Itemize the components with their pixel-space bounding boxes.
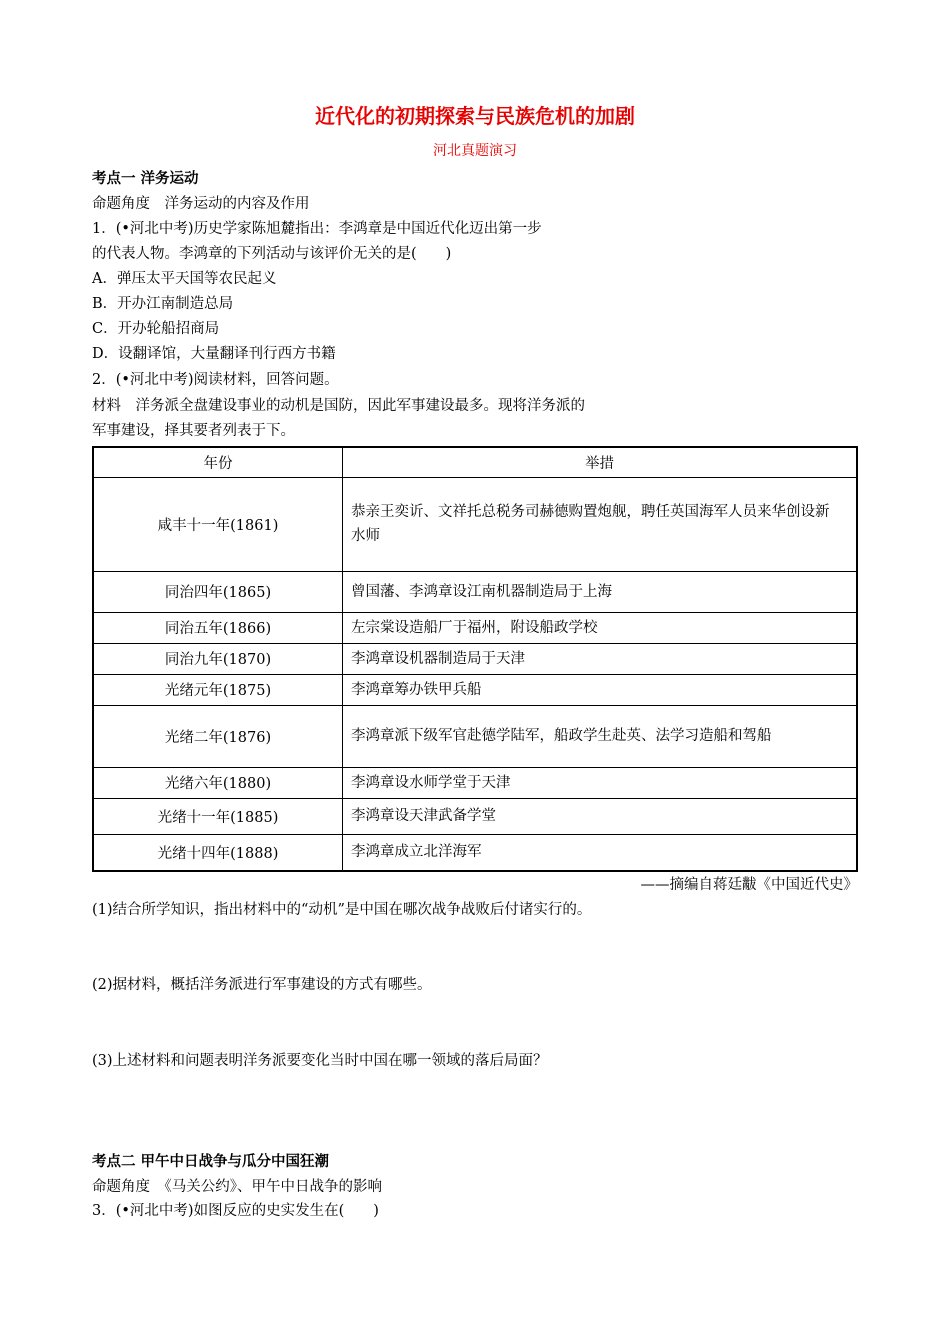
table-row: [93, 705, 857, 767]
table-row: [93, 612, 857, 643]
q1-line2: 的代表人物。李鸿章的下列活动与该评价无关的是( ): [92, 246, 452, 262]
row-measure: 李鸿章设水师学堂于天津: [343, 767, 858, 798]
table-row: [93, 643, 857, 674]
section2-heading: 考点二 甲午中日战争与瓜分中国狂潮: [92, 1154, 330, 1170]
row-year: 光绪二年(1876): [93, 705, 343, 767]
table-row: [93, 834, 857, 871]
table-row: [93, 477, 857, 571]
row-measure: 李鸿章成立北洋海军: [343, 834, 858, 871]
header-measure: 举措: [343, 447, 858, 477]
section1-angle: 命题角度 洋务运动的内容及作用: [92, 196, 310, 212]
row-measure: 李鸿章设天津武备学堂: [343, 798, 858, 834]
q1-option-c: C．开办轮船招商局: [92, 321, 220, 337]
page-subtitle: 河北真题演习: [433, 143, 517, 159]
table-row: [93, 798, 857, 834]
table-row: [93, 571, 857, 612]
header-year: 年份: [93, 447, 343, 477]
row-measure: 左宗棠设造船厂于福州，附设船政学校: [343, 612, 858, 643]
row-year: 光绪十一年(1885): [93, 798, 343, 834]
q1-option-d: D．设翻译馆，大量翻译刊行西方书籍: [92, 346, 336, 362]
q2-material-line1: 材料 洋务派全盘建设事业的动机是国防，因此军事建设最多。现将洋务派的: [92, 398, 585, 414]
row-measure: 曾国藩、李鸿章设江南机器制造局于上海: [343, 571, 858, 612]
q2-sub1: (1)结合所学知识，指出材料中的“动机”是中国在哪次战争战败后付诸实行的。: [92, 902, 592, 918]
row-year: 光绪十四年(1888): [93, 834, 343, 871]
q2-material-line2: 军事建设，择其要者列表于下。: [92, 423, 295, 439]
row-year: 同治九年(1870): [93, 643, 343, 674]
q1-option-a: A．弹压太平天国等农民起义: [92, 271, 277, 287]
page-title: 近代化的初期探索与民族危机的加剧: [315, 104, 635, 128]
q1-line1: 1．(•河北中考)历史学家陈旭麓指出：李鸿章是中国近代化迈出第一步: [92, 221, 542, 237]
row-year: 同治五年(1866): [93, 612, 343, 643]
section1-heading: 考点一 洋务运动: [92, 171, 199, 187]
row-measure: 恭亲王奕䜣、文祥托总税务司赫德购置炮舰，聘任英国海军人员来华创设新水师: [343, 477, 858, 571]
table-header-row: [93, 447, 857, 477]
row-year: 光绪元年(1875): [93, 674, 343, 705]
table-row: [93, 767, 857, 798]
row-measure: 李鸿章派下级军官赴德学陆军，船政学生赴英、法学习造船和驾船: [343, 705, 858, 767]
military-construction-table: [92, 446, 858, 872]
q2-sub2: (2)据材料，概括洋务派进行军事建设的方式有哪些。: [92, 977, 432, 993]
row-year: 同治四年(1865): [93, 571, 343, 612]
row-measure: 李鸿章设机器制造局于天津: [343, 643, 858, 674]
q2-line1: 2．(•河北中考)阅读材料，回答问题。: [92, 372, 339, 388]
section2-angle: 命题角度 《马关公约》、甲午中日战争的影响: [92, 1179, 382, 1195]
row-year: 咸丰十一年(1861): [93, 477, 343, 571]
q3-line: 3．(•河北中考)如图反应的史实发生在( ): [92, 1203, 379, 1219]
row-year: 光绪六年(1880): [93, 767, 343, 798]
q2-sub3: (3)上述材料和问题表明洋务派要变化当时中国在哪一领域的落后局面？: [92, 1053, 548, 1069]
q1-option-b: B．开办江南制造总局: [92, 296, 234, 312]
material-source: ——摘编自蒋廷黻《中国近代史》: [640, 877, 858, 893]
row-measure: 李鸿章筹办铁甲兵船: [343, 674, 858, 705]
table-row: [93, 674, 857, 705]
